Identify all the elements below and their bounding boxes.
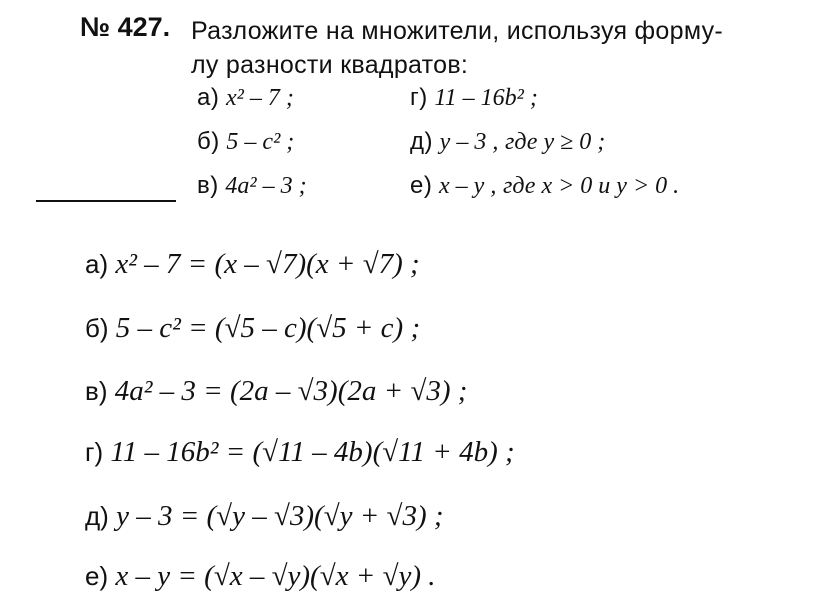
- task-expression: 5 – c² ;: [226, 129, 295, 155]
- task-expression: y – 3 ,: [439, 129, 499, 155]
- task-label: е): [410, 172, 433, 199]
- task-b: [197, 128, 294, 156]
- solution-b: [85, 312, 420, 345]
- task-d: [410, 128, 605, 156]
- task-label: г): [410, 84, 428, 111]
- task-expression: 4a² – 3 ;: [225, 173, 307, 199]
- task-g: [410, 84, 538, 112]
- solution-d: [85, 500, 444, 533]
- solution-expression: x² – 7 = (x – √7)(x + √7) ;: [115, 248, 420, 280]
- solution-label: г): [85, 437, 104, 467]
- statement-line-1: Разложите на множители, используя форму-: [191, 17, 724, 45]
- solution-label: а): [85, 249, 109, 279]
- task-expression: 11 – 16b² ;: [434, 85, 538, 111]
- solution-e: [85, 560, 436, 593]
- solution-label: б): [85, 313, 109, 343]
- solution-a: [85, 248, 420, 281]
- task-label: д): [410, 128, 433, 155]
- solution-g: [85, 436, 515, 469]
- task-condition: где x > 0 и y > 0 .: [503, 173, 680, 199]
- task-expression: x – y ,: [439, 173, 497, 199]
- task-label: в): [197, 172, 219, 199]
- task-label: б): [197, 128, 220, 155]
- task-e: [410, 172, 679, 200]
- task-condition: где y ≥ 0 ;: [505, 129, 606, 155]
- task-v: [197, 172, 307, 200]
- solution-label: д): [85, 501, 109, 531]
- solution-expression: y – 3 = (√y – √3)(√y + √3) ;: [116, 500, 444, 532]
- problem-statement: [191, 14, 723, 82]
- task-a: [197, 84, 294, 112]
- statement-line-2: лу разности квадратов:: [191, 51, 469, 79]
- answer-blank-line: [36, 200, 176, 202]
- solution-expression: x – y = (√x – √y)(√x + √y) .: [115, 560, 436, 592]
- solution-v: [85, 375, 467, 408]
- solution-expression: 5 – c² = (√5 – c)(√5 + c) ;: [115, 312, 421, 344]
- problem-number: № 427.: [80, 12, 171, 42]
- solution-expression: 11 – 16b² = (√11 – 4b)(√11 + 4b) ;: [110, 436, 515, 468]
- task-expression: x² – 7 ;: [226, 85, 294, 111]
- solution-expression: 4a² – 3 = (2a – √3)(2a + √3) ;: [114, 375, 468, 407]
- solution-label: в): [85, 376, 108, 406]
- task-label: а): [197, 84, 220, 111]
- solution-label: е): [85, 561, 109, 591]
